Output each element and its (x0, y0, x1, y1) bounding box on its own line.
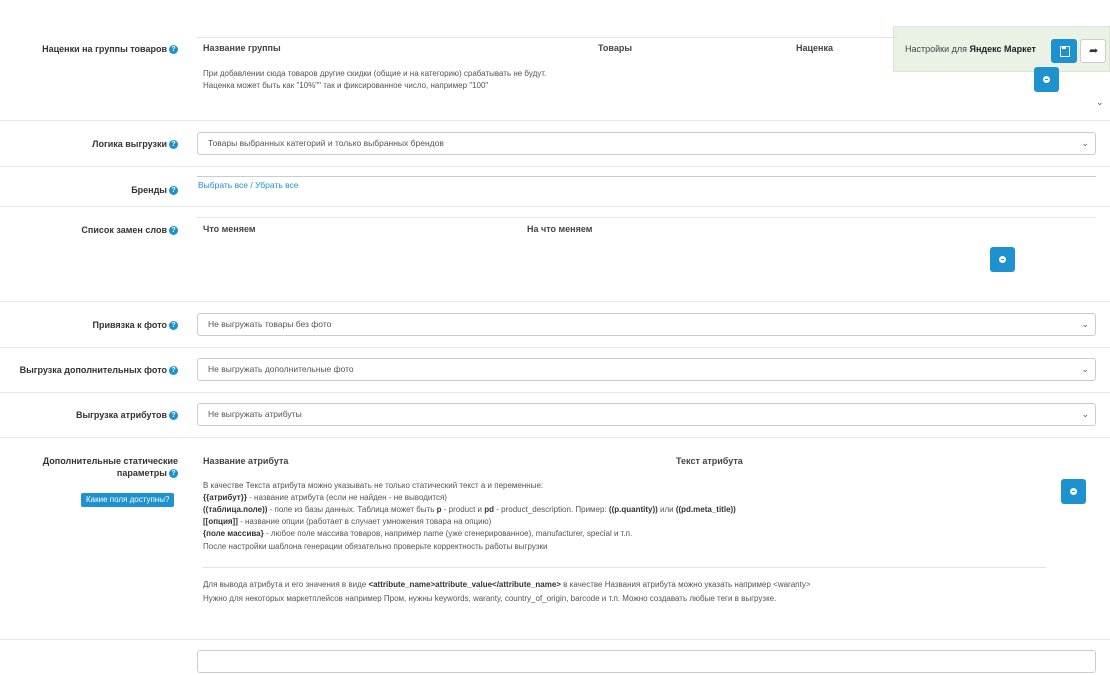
col-markup: Наценка (796, 43, 833, 53)
next-select-partial[interactable] (197, 650, 1096, 673)
help-icon[interactable]: ? (169, 186, 178, 195)
brands-select-links (198, 180, 299, 190)
attr-help-2: {{атрибут}} - название атрибута (если не найден - не выводится) (203, 493, 447, 502)
col-attr-text: Текст атрибута (676, 456, 743, 466)
add-replacement-button[interactable] (990, 247, 1015, 272)
photo-binding-row (0, 302, 1110, 348)
attr-help-1: В качестве Текста атрибута можно указывать не только статический текст а и переменные: (203, 481, 544, 490)
help-icon[interactable]: ? (169, 411, 178, 420)
attr-help-6: После настройки шаблона генерации обязательно проверьте корректность работы выгрузки (203, 542, 548, 551)
chevron-down-icon[interactable]: ⌄ (1096, 97, 1104, 107)
col-group-name: Название группы (203, 43, 281, 53)
col-from: Что меняем (203, 224, 256, 234)
toast-text: Настройки для Яндекс Маркет (905, 44, 1036, 54)
col-products: Товары (598, 43, 633, 53)
brands-row (0, 167, 1110, 207)
table-top-border (197, 37, 897, 38)
chevron-down-icon: ⌄ (1081, 319, 1089, 329)
available-fields-button[interactable]: Какие поля доступны? (81, 493, 174, 507)
extra-photos-row (0, 348, 1110, 393)
markup-groups-label: Наценки на группы товаров ? (42, 43, 178, 55)
help-icon[interactable]: ? (169, 140, 178, 149)
markup-groups-row (0, 0, 1110, 121)
attr-divider (203, 567, 1046, 568)
attributes-label: Выгрузка атрибутов ? (76, 409, 178, 421)
help-icon[interactable]: ? (169, 321, 178, 330)
reply-arrow-icon: ➦ (1089, 45, 1099, 57)
photo-binding-select[interactable]: Не выгружать товары без фото ⌄ (197, 313, 1096, 336)
help-icon[interactable]: ? (169, 45, 178, 54)
table-top-border (197, 217, 1096, 218)
static-params-row (0, 438, 1110, 640)
col-to: На что меняем (527, 224, 593, 234)
brands-label: Бренды ? (131, 184, 178, 196)
attr-help-7: Для вывода атрибута и его значения в виде <attribute_name>attribute_value</attribute_name> в качестве Названия атрибута можно указать например <waranty> (203, 580, 811, 589)
brands-top-border (197, 176, 1096, 177)
attr-help-5: {поле массива} - любое поле массива товаров, например name (уже сгенерированное), manufacturer, special и т.п. (203, 529, 633, 538)
help-icon[interactable]: ? (169, 366, 178, 375)
attr-help-4: [[опция]] - название опции (работает в случает умножения товара на опцию) (203, 517, 492, 526)
attr-help-8: Нужно для некоторых маркетплейсов например Пром, нужны keywords, waranty, country_of_origin, barcode и т.п. Можно создавать любые теги в выгрузке. (203, 594, 777, 603)
extra-photos-select[interactable]: Не выгружать дополнительные фото ⌄ (197, 358, 1096, 381)
chevron-down-icon: ⌄ (1081, 138, 1089, 148)
add-markup-group-button[interactable] (1034, 67, 1059, 92)
attributes-row (0, 393, 1110, 438)
photo-binding-label: Привязка к фото ? (93, 319, 178, 331)
export-logic-select[interactable]: Товары выбранных категорий и только выбранных брендов ⌄ (197, 132, 1096, 155)
chevron-down-icon: ⌄ (1081, 364, 1089, 374)
markup-note-1: При добавлении сюда товаров другие скидки (общие и на категорию) срабатывать не будут. (203, 69, 547, 78)
col-attr-name: Название атрибута (203, 456, 289, 466)
select-all-link[interactable]: Выбрать все (198, 180, 248, 190)
word-replace-row (0, 207, 1110, 302)
markup-note-2: Наценка может быть как "10%"" так и фиксированное число, например "100" (203, 81, 489, 90)
extra-photos-label: Выгрузка дополнительных фото ? (20, 364, 178, 376)
chevron-down-icon: ⌄ (1081, 409, 1089, 419)
export-logic-label: Логика выгрузки ? (92, 138, 178, 150)
help-icon[interactable]: ? (169, 469, 178, 478)
word-replace-label: Список замен слов ? (81, 224, 178, 236)
static-params-label: Дополнительные статические параметры ? (42, 456, 178, 478)
add-attribute-button[interactable] (1061, 479, 1086, 504)
deselect-all-link[interactable]: Убрать все (255, 180, 299, 190)
separator: / (248, 180, 256, 190)
help-icon[interactable]: ? (169, 226, 178, 235)
attributes-select[interactable]: Не выгружать атрибуты ⌄ (197, 403, 1096, 426)
attr-help-3: ((таблица.поле)) - поле из базы данных. Таблица может быть p - product и pd - product_description. Пример: ((p.quantity)) или ((pd.meta_title)) (203, 505, 736, 514)
export-logic-row (0, 121, 1110, 167)
